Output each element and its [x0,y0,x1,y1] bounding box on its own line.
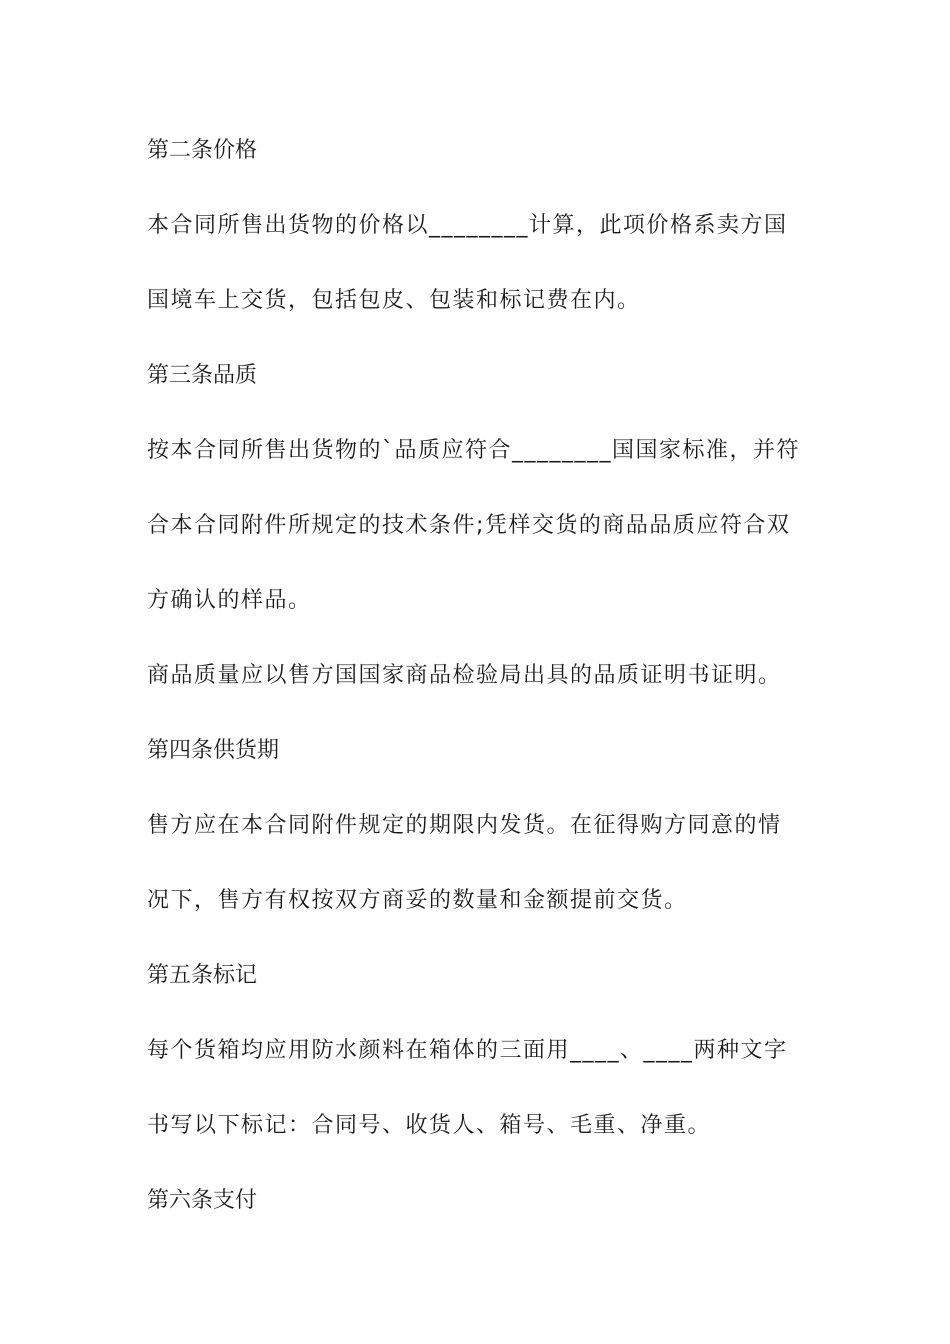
article-5-heading: 第五条标记 [147,963,258,988]
price-clause-line-1: 本合同所售出货物的价格以________计算，此项价格系卖方国 [147,213,788,238]
article-4-heading: 第四条供货期 [147,738,280,763]
article-3-heading: 第三条品质 [147,363,258,388]
quality-clause-line-2: 合本合同附件所规定的技术条件;凭样交货的商品品质应符合双 [147,513,791,538]
delivery-clause-line-1: 售方应在本合同附件规定的期限内发货。在征得购方同意的情 [147,813,782,838]
delivery-clause-line-2: 况下，售方有权按双方商妥的数量和金额提前交货。 [147,888,688,913]
article-2-heading: 第二条价格 [147,138,258,163]
marking-clause-line-2: 书写以下标记：合同号、收货人、箱号、毛重、净重。 [147,1113,712,1138]
price-clause-line-2: 国境车上交货，包括包皮、包装和标记费在内。 [147,288,641,313]
marking-clause-line-1: 每个货箱均应用防水颜料在箱体的三面用____、____两种文字 [147,1038,788,1063]
quality-certificate-line: 商品质量应以售方国国家商品检验局出具的品质证明书证明。 [147,663,782,688]
quality-clause-line-1: 按本合同所售出货物的`品质应符合________国国家标准，并符 [147,438,801,463]
quality-clause-line-3: 方确认的样品。 [147,588,312,613]
article-6-heading: 第六条支付 [147,1188,258,1213]
